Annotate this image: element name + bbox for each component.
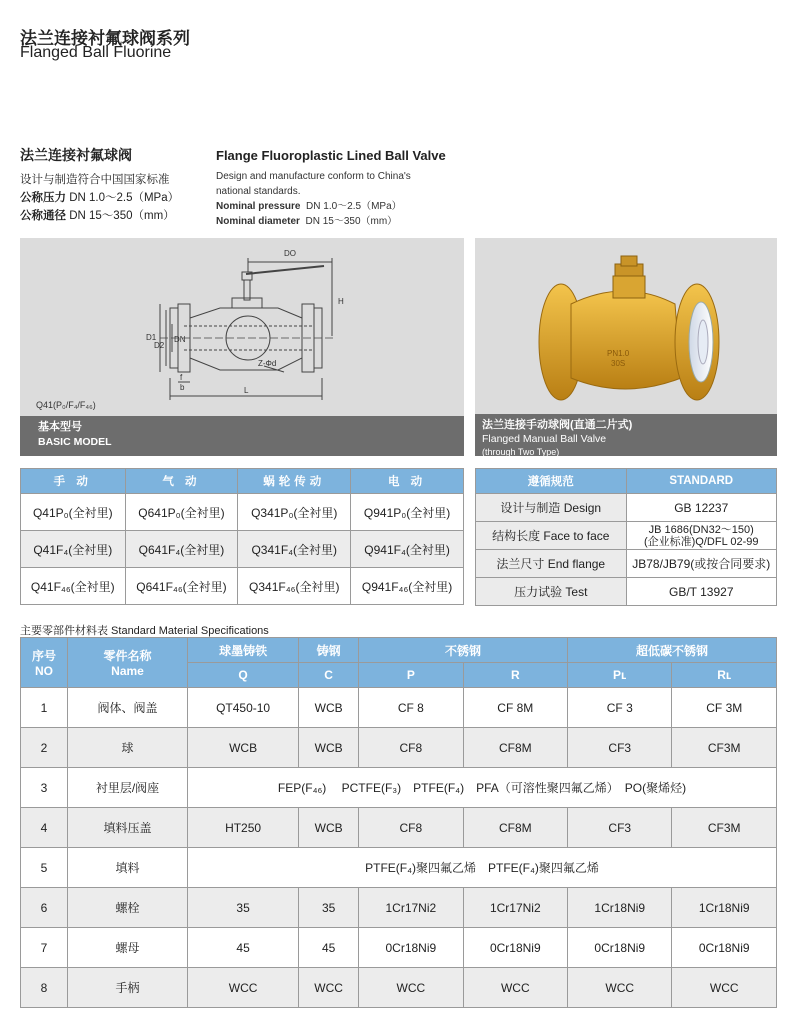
drawing-caption-en: BASIC MODEL	[38, 436, 112, 448]
table-cell: 设计与制造 Design	[476, 494, 627, 522]
table-row	[21, 768, 777, 808]
table-row	[21, 688, 777, 728]
name-header	[68, 638, 188, 688]
photo-caption-en: Flanged Manual Ball Valve	[482, 433, 607, 445]
table-cell: 压力试验 Test	[476, 578, 627, 606]
photo-caption-en2: (through Two Type)	[482, 447, 560, 457]
table-header-row	[21, 638, 777, 663]
table-cell: WCC	[359, 968, 463, 1008]
dim-label: f	[180, 373, 183, 382]
table-cell: 法兰尺寸 End flange	[476, 550, 627, 578]
table-header-cell: 遵循规范	[476, 469, 627, 494]
table-row	[21, 494, 464, 531]
table-cell: WCC	[568, 968, 672, 1008]
group-header: 不锈钢	[359, 638, 568, 663]
table-cell: CF3M	[672, 808, 777, 848]
table-header-cell: STANDARD	[626, 469, 777, 494]
part-name: 阀体、阀盖	[68, 688, 188, 728]
table-cell: CF8	[359, 808, 463, 848]
intro-cn-line: 设计与制造符合中国国家标准	[20, 174, 170, 186]
table-cell: GB 12237	[626, 494, 777, 522]
page-title-en: Flanged Ball Fluorine	[20, 44, 172, 61]
table-cell: CF 3	[568, 688, 672, 728]
name-header-en: Name	[111, 664, 144, 678]
diameter-value-cn: DN 15～350（mm）	[69, 210, 175, 222]
table-cell: 0Cr18Ni9	[359, 928, 463, 968]
row-no: 2	[21, 728, 68, 768]
table-cell-span: FEP(F₄₆) PCTFE(F₃) PTFE(F₄) PFA（可溶性聚四氟乙烯） PO(聚烯烃)	[188, 768, 777, 808]
table-cell: 0Cr18Ni9	[672, 928, 777, 968]
part-name: 螺栓	[68, 888, 188, 928]
no-header-cn: 序号	[31, 649, 56, 663]
table-cell: Q341F₄₆(全衬里)	[238, 568, 351, 605]
row-no: 3	[21, 768, 68, 808]
dim-label: L	[244, 386, 249, 395]
table-cell: CF3M	[672, 728, 777, 768]
diameter-value-en: DN 15～350（mm）	[305, 216, 398, 227]
table-cell: WCC	[463, 968, 567, 1008]
materials-caption: 主要零部件材料表 Standard Material Specifications	[20, 625, 269, 637]
table-cell: WCC	[188, 968, 299, 1008]
row-no: 6	[21, 888, 68, 928]
table-cell: CF8M	[463, 728, 567, 768]
table-cell: Q341P₀(全衬里)	[238, 494, 351, 531]
part-name: 螺母	[68, 928, 188, 968]
table-cell: 1Cr18Ni9	[672, 888, 777, 928]
table-cell: 45	[188, 928, 299, 968]
table-cell: 1Cr18Ni9	[568, 888, 672, 928]
table-row	[476, 578, 777, 606]
table-cell: Q641F₄(全衬里)	[125, 531, 238, 568]
diameter-label-cn: 公称通径	[20, 210, 66, 222]
table-cell: WCC	[299, 968, 359, 1008]
intro-en-line1: Design and manufacture conform to China's	[216, 171, 411, 182]
valve-drawing	[20, 238, 464, 416]
table-cell: HT250	[188, 808, 299, 848]
table-header-cell: 气 动	[125, 469, 238, 494]
no-header	[21, 638, 68, 688]
table-cell: 1Cr17Ni2	[359, 888, 463, 928]
diameter-label-en: Nominal diameter	[216, 216, 300, 227]
part-name: 球	[68, 728, 188, 768]
standards-table	[475, 468, 777, 606]
photo-marking: PN1.0	[607, 349, 630, 358]
table-cell: QT450-10	[188, 688, 299, 728]
part-name: 手柄	[68, 968, 188, 1008]
table-cell: CF 8M	[463, 688, 567, 728]
table-cell: CF3	[568, 808, 672, 848]
table-cell: WCB	[299, 688, 359, 728]
table-cell: CF3	[568, 728, 672, 768]
intro-en-title: Flange Fluoroplastic Lined Ball Valve	[216, 148, 446, 163]
table-cell: Q41F₄(全衬里)	[21, 531, 126, 568]
pressure-value-cn: DN 1.0～2.5（MPa）	[69, 192, 180, 204]
table-cell	[626, 522, 777, 550]
group-header: 铸钢	[299, 638, 359, 663]
table-cell: WCB	[188, 728, 299, 768]
row-no: 7	[21, 928, 68, 968]
dim-label: Z-Φd	[258, 359, 277, 368]
table-cell: GB/T 13927	[626, 578, 777, 606]
drawing-caption-cn: 基本型号	[38, 421, 82, 433]
table-row	[21, 968, 777, 1008]
intro-cn	[20, 145, 215, 225]
pressure-label-en: Nominal pressure	[216, 201, 301, 212]
page-title-cn: 法兰连接衬氟球阀系列	[20, 29, 190, 48]
row-no: 5	[21, 848, 68, 888]
table-cell: WCB	[299, 808, 359, 848]
table-cell: Q941P₀(全衬里)	[351, 494, 464, 531]
photo-caption	[475, 414, 777, 456]
table-row	[21, 888, 777, 928]
table-row	[476, 494, 777, 522]
part-name: 填料	[68, 848, 188, 888]
table-cell: 35	[188, 888, 299, 928]
code-header: C	[299, 663, 359, 688]
pressure-label-cn: 公称压力	[20, 192, 66, 204]
row-no: 1	[21, 688, 68, 728]
table-row	[476, 550, 777, 578]
table-row	[21, 531, 464, 568]
table-cell: Q941F₄(全衬里)	[351, 531, 464, 568]
dim-label: DN	[174, 335, 186, 344]
photo-caption-cn: 法兰连接手动球阀(直通二片式)	[482, 419, 633, 431]
table-cell: Q941F₄₆(全衬里)	[351, 568, 464, 605]
table-row	[476, 522, 777, 550]
drawing-caption	[20, 416, 464, 456]
basic-model-table	[20, 468, 464, 605]
cell-line: (企业标准)Q/DFL 02-99	[643, 535, 759, 548]
table-cell: WCC	[672, 968, 777, 1008]
table-header-row	[21, 469, 464, 494]
group-header: 超低碳不锈钢	[568, 638, 777, 663]
table-cell: CF8M	[463, 808, 567, 848]
intro-en-line2: national standards.	[216, 186, 301, 197]
part-name: 衬里层/阀座	[68, 768, 188, 808]
table-cell: Q41P₀(全衬里)	[21, 494, 126, 531]
cell-line: JB 1686(DN32～150)	[648, 523, 754, 536]
table-cell: Q41F₄₆(全衬里)	[21, 568, 126, 605]
pressure-value-en: DN 1.0～2.5（MPa）	[306, 201, 402, 212]
table-cell: 35	[299, 888, 359, 928]
table-cell-span: PTFE(F₄)聚四氟乙烯 PTFE(F₄)聚四氟乙烯	[188, 848, 777, 888]
drawing-panel	[20, 238, 464, 456]
table-cell: 45	[299, 928, 359, 968]
table-cell: WCB	[299, 728, 359, 768]
dim-label: D2	[154, 341, 165, 350]
valve-photo	[475, 238, 777, 414]
table-cell: 0Cr18Ni9	[463, 928, 567, 968]
part-name: 填料压盖	[68, 808, 188, 848]
row-no: 8	[21, 968, 68, 1008]
table-row	[21, 928, 777, 968]
table-cell: CF 3M	[672, 688, 777, 728]
intro-en	[216, 148, 476, 229]
table-cell: Q641F₄₆(全衬里)	[125, 568, 238, 605]
table-cell: 1Cr17Ni2	[463, 888, 567, 928]
row-no: 4	[21, 808, 68, 848]
table-cell: JB78/JB79(或按合同要求)	[626, 550, 777, 578]
table-cell: 结构长度 Face to face	[476, 522, 627, 550]
table-row	[21, 568, 464, 605]
table-cell: 0Cr18Ni9	[568, 928, 672, 968]
photo-marking: 30S	[611, 359, 626, 368]
dim-label: b	[180, 383, 185, 392]
materials-table	[20, 637, 777, 1008]
dim-label: DO	[284, 249, 296, 258]
table-cell: CF 8	[359, 688, 463, 728]
table-header-cell: 电 动	[351, 469, 464, 494]
table-row	[21, 728, 777, 768]
table-cell: Q641P₀(全衬里)	[125, 494, 238, 531]
code-header: P	[359, 663, 463, 688]
table-header-cell: 手 动	[21, 469, 126, 494]
group-header: 球墨铸铁	[188, 638, 299, 663]
name-header-cn: 零件名称	[103, 649, 152, 663]
code-header: Pʟ	[568, 663, 672, 688]
intro-cn-title: 法兰连接衬氟球阀	[20, 147, 132, 163]
photo-panel	[475, 238, 777, 456]
code-header: R	[463, 663, 567, 688]
dim-label: D1	[146, 333, 157, 342]
no-header-en: NO	[35, 664, 53, 678]
table-cell: CF8	[359, 728, 463, 768]
table-row	[21, 848, 777, 888]
table-header-row	[476, 469, 777, 494]
table-header-cell: 蜗轮传动	[238, 469, 351, 494]
table-cell: Q341F₄(全衬里)	[238, 531, 351, 568]
table-row	[21, 808, 777, 848]
code-header: Q	[188, 663, 299, 688]
dim-label: H	[338, 297, 344, 306]
code-header: Rʟ	[672, 663, 777, 688]
model-ref: Q41(P₀/F₄/F₄₆)	[36, 400, 96, 410]
